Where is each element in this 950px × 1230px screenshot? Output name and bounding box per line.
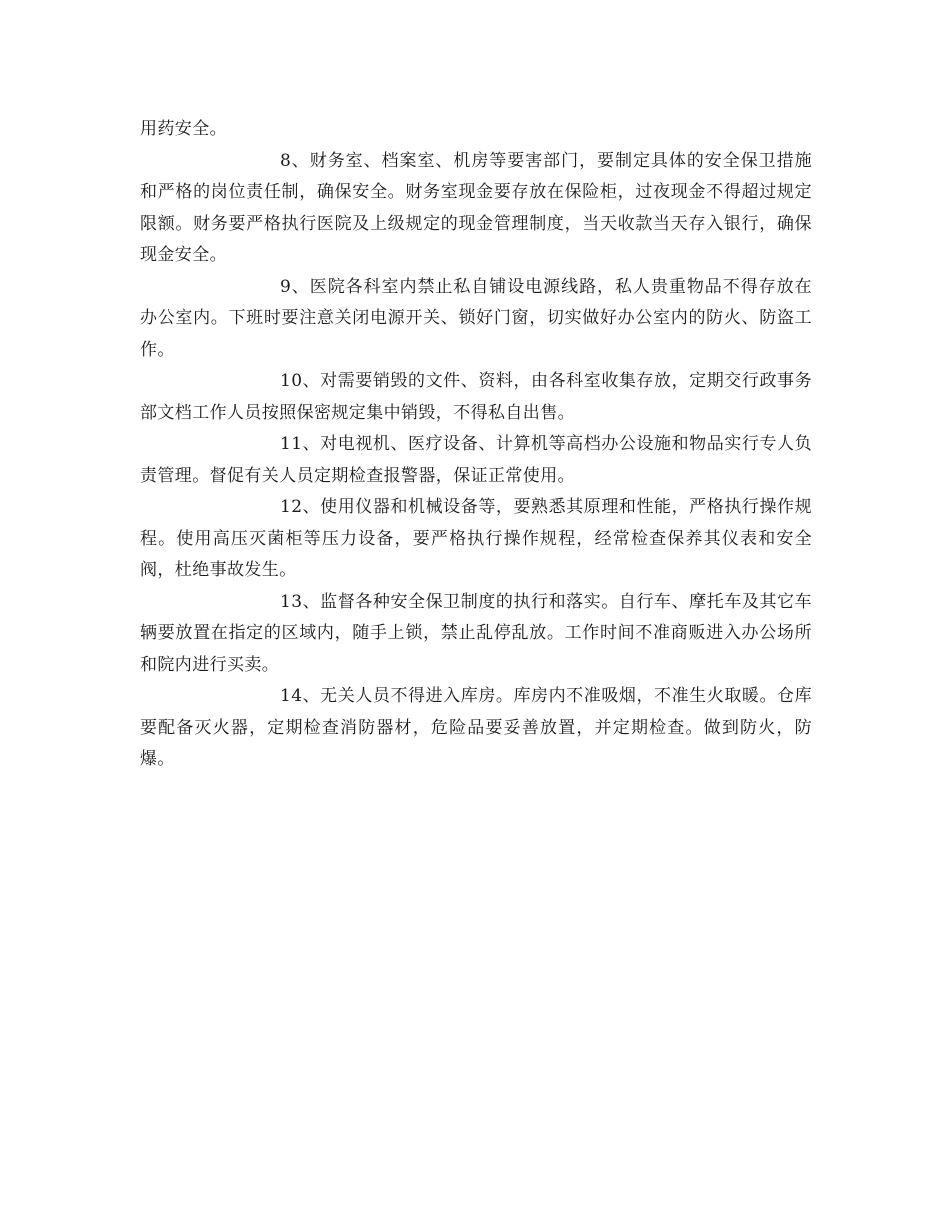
paragraph-continuation: 用药安全。 — [140, 119, 227, 139]
paragraph-item-14: 14、无关人员不得进入库房。库房内不准吸烟，不准生火取暖。仓库要配备灭火器，定期检查消防器材，危险品要妥善放置，并定期检查。做到防火，防爆。 — [140, 686, 812, 769]
paragraph-item-8: 8、财务室、档案室、机房等要害部门，要制定具体的安全保卫措施和严格的岗位责任制，确保安全。财务室现金要存放在保险柜，过夜现金不得超过规定限额。财务要严格执行医院及上级规定的现金管理制度，当天收款当天存入银行，确保现金安全。 — [140, 150, 812, 265]
paragraph-item-9: 9、医院各科室内禁止私自铺设电源线路，私人贵重物品不得存放在办公室内。下班时要注意关闭电源开关、锁好门窗，切实做好办公室内的防火、防盗工作。 — [140, 276, 812, 360]
paragraph-item-10: 10、对需要销毁的文件、资料，由各科室收集存放，定期交行政事务部文档工作人员按照保密规定集中销毁，不得私自出售。 — [140, 371, 812, 423]
paragraph-item-12: 12、使用仪器和机械设备等，要熟悉其原理和性能，严格执行操作规程。使用高压灭菌柜等压力设备，要严格执行操作规程，经常检查保养其仪表和安全阀，杜绝事故发生。 — [140, 497, 812, 580]
paragraph-item-11: 11、对电视机、医疗设备、计算机等高档办公设施和物品实行专人负责管理。督促有关人员定期检查报警器，保证正常使用。 — [140, 434, 812, 486]
paragraph-item-13: 13、监督各种安全保卫制度的执行和落实。自行车、摩托车及其它车辆要放置在指定的区域内，随手上锁，禁止乱停乱放。工作时间不准商贩进入办公场所和院内进行买卖。 — [140, 591, 812, 675]
document-body — [140, 114, 812, 776]
